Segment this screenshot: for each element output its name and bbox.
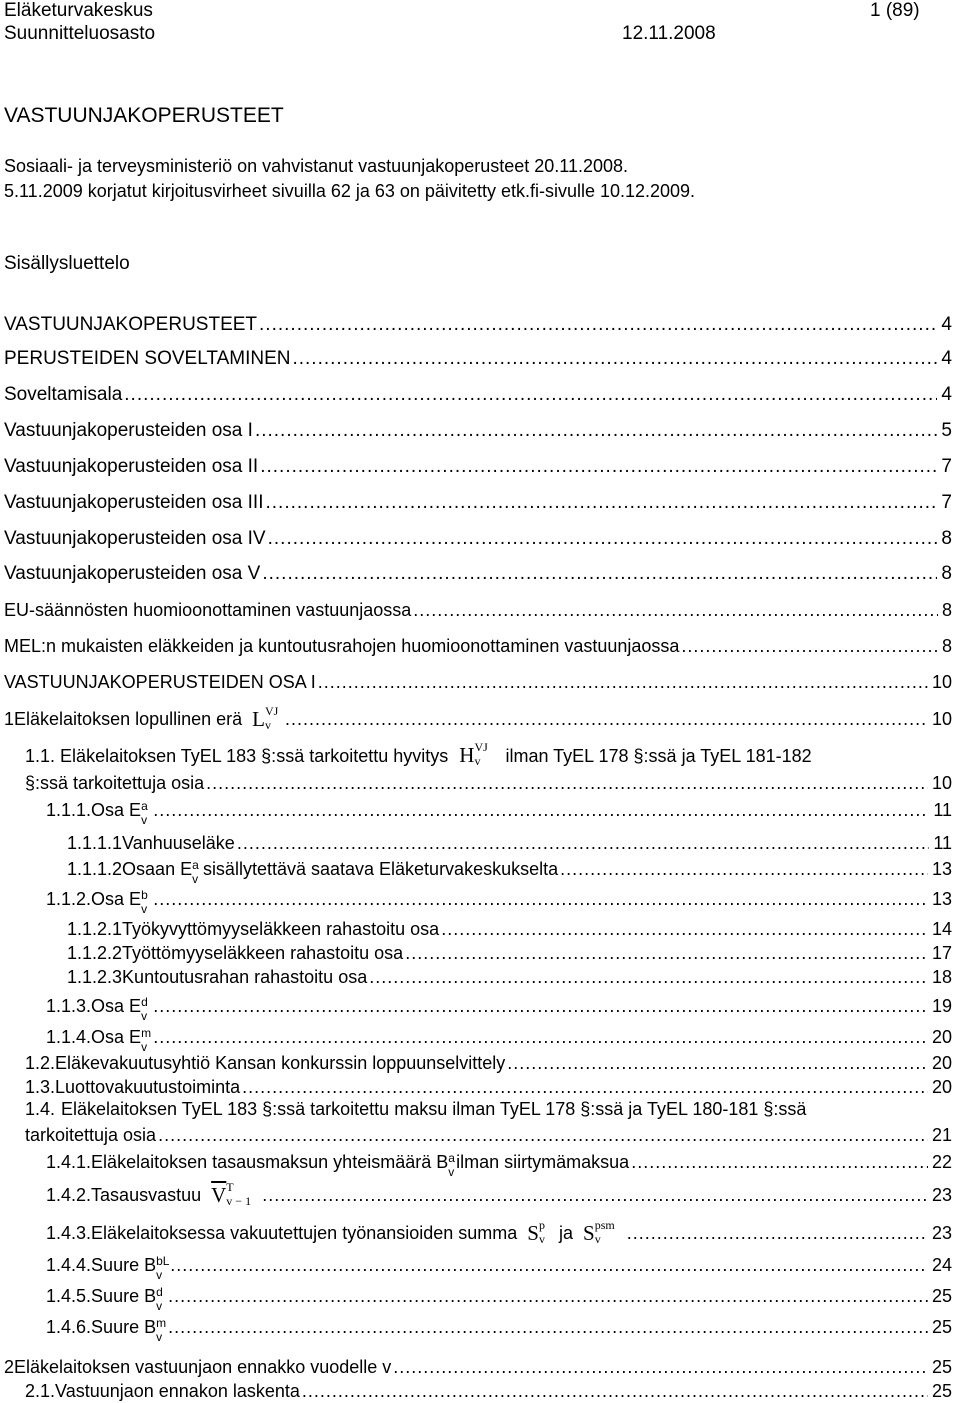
toc-entry[interactable] (46, 1149, 952, 1179)
toc-entry-number: 1.4.6. (46, 1317, 92, 1337)
toc-entry-label: Vastuunjakoperusteiden osa I (4, 420, 253, 441)
toc-entry-label: Eläkelaitoksen lopullinen erä (14, 709, 243, 729)
formula-superscript: a (141, 799, 148, 813)
toc-entry-number: 1.1.2.2 (67, 943, 123, 963)
toc-entry-label: Työkyvyttömyyseläkkeen rahastoitu osa (122, 919, 440, 939)
toc-page-number: 25 (931, 1286, 952, 1306)
toc-entry[interactable] (25, 1122, 952, 1146)
toc-entry-label: Eläkelaitoksen TyEL 183 §:ssä tarkoitettu hyvitys (60, 746, 449, 766)
formula-superscript: m (156, 1316, 167, 1330)
formula-subscript: v (156, 1299, 163, 1313)
toc-page-number: 21 (931, 1125, 952, 1145)
toc-entry[interactable] (25, 1074, 952, 1098)
toc-entry[interactable] (25, 1050, 952, 1074)
toc-entry[interactable] (46, 1314, 952, 1344)
formula-symbol: S (583, 1221, 595, 1245)
formula-subscript: v − 1 (226, 1194, 252, 1208)
toc-page-number: 13 (931, 859, 952, 879)
toc-page-number: 5 (941, 420, 952, 441)
toc-leader-dots (158, 1124, 928, 1146)
toc-entry-label-continued: ilman siirtymämaksua (456, 1152, 630, 1172)
toc-entry[interactable] (4, 346, 952, 370)
toc-entry-number: 1.4.3. (46, 1223, 92, 1243)
toc-entry-number: 1 (4, 709, 15, 729)
formula-subscript: v (265, 718, 271, 732)
toc-entry-label-wrap: tarkoitettuja osia (25, 1125, 157, 1145)
toc-entry[interactable] (46, 993, 952, 1023)
formula-superscript: p (538, 1218, 545, 1232)
toc-entry[interactable] (4, 633, 952, 657)
formula-v-t-v-minus-1 (211, 1180, 260, 1208)
toc-entry-label: VASTUUNJAKOPERUSTEET (4, 314, 258, 335)
toc-entry[interactable] (4, 669, 952, 693)
toc-entry-label: Vastuunjakoperusteiden osa III (4, 492, 264, 513)
toc-entry-number: 1.1.2.1 (67, 919, 123, 939)
formula-superscript: psm (594, 1218, 615, 1232)
toc-entry-label: Eläkelaitoksen TyEL 183 §:ssä tarkoitettu maksu ilman TyEL 178 §:ssä ja TyEL 180-181 §:ssä (61, 1099, 807, 1119)
toc-leader-dots (393, 1356, 928, 1378)
toc-page-number: 4 (941, 348, 952, 369)
formula-subscript: v (594, 1232, 601, 1246)
toc-page-number: 8 (941, 563, 952, 584)
header-page-number: 1 (89) (870, 0, 920, 21)
formula-superscript: VJ (265, 704, 279, 718)
toc-entry-label: Työttömyyseläkkeen rahastoitu osa (122, 943, 404, 963)
toc-entry-label: EU-säännösten huomioonottaminen vastuunjaossa (4, 600, 412, 620)
formula-superscript: a (448, 1151, 455, 1165)
toc-entry-number: 1.1.3. (46, 996, 92, 1016)
formula-symbol: L (252, 707, 265, 731)
toc-leader-dots (153, 995, 928, 1017)
toc-page-number: 19 (931, 996, 952, 1016)
toc-entry-number: 1.1.2.3 (67, 967, 123, 987)
toc-entry[interactable] (4, 454, 952, 478)
formula-subscript: v (141, 902, 148, 916)
toc-entry-label: Eläkelaitoksessa vakuutettujen työnansioiden summa (91, 1223, 518, 1243)
toc-page-number: 20 (931, 1053, 952, 1073)
formula-subscript: v (156, 1268, 163, 1282)
toc-entry-label: Vastuunjaon ennakon laskenta (55, 1381, 300, 1401)
toc-entry-label: Vastuunjakoperusteiden osa II (4, 456, 259, 477)
toc-entry-number: 2.1. (25, 1381, 56, 1401)
formula-subscript: v (474, 754, 481, 768)
toc-entry[interactable] (46, 1182, 952, 1206)
formula-symbol: S (527, 1221, 539, 1245)
toc-entry-label: Osa E (91, 1027, 142, 1047)
toc-page-number: 25 (931, 1381, 952, 1401)
toc-page-number: 11 (933, 833, 952, 853)
formula-s-p-v (527, 1218, 557, 1246)
toc-entry-number: 1.4.5. (46, 1286, 92, 1306)
toc-entry-number: 1.2. (25, 1053, 56, 1073)
intro-paragraph-2: 5.11.2009 korjatut kirjoitusvirheet sivuilla 62 ja 63 on päivitetty etk.fi-sivulle 10.12.2009. (4, 181, 696, 201)
toc-entry-number: 1.4.2. (46, 1185, 92, 1205)
formula-scripts (141, 1026, 152, 1054)
toc-entry-label: Luottovakuutustoiminta (55, 1077, 241, 1097)
formula-superscript: VJ (474, 740, 488, 754)
toc-leader-dots (168, 1285, 928, 1307)
toc-page-number: 17 (931, 943, 952, 963)
toc-entry-number: 1.1.1.1 (67, 833, 123, 853)
toc-leader-dots (627, 1222, 928, 1244)
toc-leader-dots (405, 942, 928, 964)
toc-leader-dots (237, 832, 930, 854)
toc-entry-label: Tasausvastuu (91, 1185, 202, 1205)
formula-scripts (141, 995, 151, 1023)
toc-leader-dots (413, 599, 938, 621)
formula-superscript: d (141, 995, 148, 1009)
toc-leader-dots (170, 1254, 928, 1276)
formula-h-vj-v (459, 740, 492, 768)
formula-symbol: H (459, 743, 475, 767)
toc-page-number: 10 (931, 773, 952, 793)
toc-page-number: 14 (931, 919, 952, 939)
toc-page-number: 24 (931, 1255, 952, 1275)
toc-leader-dots (292, 348, 937, 370)
toc-entry-label: VASTUUNJAKOPERUSTEIDEN OSA I (4, 672, 316, 692)
toc-entry-number: 1.1.4. (46, 1027, 92, 1047)
toc-entry-label: Eläkelaitoksen vastuunjaon ennakko vuodelle v (14, 1357, 392, 1377)
formula-superscript: b (141, 888, 148, 902)
toc-entry[interactable] (4, 706, 952, 730)
toc-leader-dots (268, 528, 938, 550)
toc-entry-label: Osaan E (122, 859, 193, 879)
toc-entry-number: 1.1.1.2 (67, 859, 123, 879)
toc-entry-label: Osa E (91, 889, 142, 909)
toc-leader-dots (507, 1052, 928, 1074)
toc-entry-label: Suure B (91, 1286, 157, 1306)
toc-entry[interactable] (25, 1378, 952, 1402)
toc-entry[interactable] (25, 770, 952, 794)
toc-leader-dots (318, 671, 928, 693)
toc-page-number: 18 (931, 967, 952, 987)
header-org: Eläketurvakeskus (4, 0, 153, 21)
toc-entry[interactable] (4, 597, 952, 621)
toc-page-number: 22 (931, 1152, 952, 1172)
toc-entry-conjunction: ja (558, 1223, 573, 1243)
toc-page-number: 20 (931, 1027, 952, 1047)
toc-leader-dots (242, 1076, 928, 1098)
toc-entry[interactable] (4, 382, 952, 406)
toc-entry[interactable] (67, 964, 952, 988)
formula-subscript: v (156, 1330, 163, 1344)
toc-leader-dots (285, 708, 928, 730)
toc-page-number: 10 (931, 709, 952, 729)
toc-entry-number: 2 (4, 1357, 15, 1377)
toc-leader-dots (168, 1316, 928, 1338)
toc-entry-number: 1.1.1. (46, 800, 92, 820)
toc-leader-dots (262, 1184, 928, 1206)
toc-entry[interactable] (67, 830, 952, 854)
toc-entry-label: Osa E (91, 800, 142, 820)
toc-page-number: 4 (941, 384, 952, 405)
toc-entry-number: 1.4.4. (46, 1255, 92, 1275)
toc-leader-dots (369, 966, 928, 988)
toc-entry[interactable] (46, 1024, 952, 1054)
toc-entry-label: MEL:n mukaisten eläkkeiden ja kuntoutusrahojen huomioonottaminen vastuunjaossa (4, 636, 680, 656)
formula-s-psm-v (583, 1218, 625, 1246)
toc-leader-dots (266, 492, 938, 514)
toc-page-number: 25 (931, 1357, 952, 1377)
toc-page-number: 7 (941, 492, 952, 513)
toc-entry-label: Soveltamisala (4, 384, 123, 405)
toc-entry-label: Vastuunjakoperusteiden osa IV (4, 528, 266, 549)
formula-superscript: T (226, 1180, 234, 1194)
toc-leader-dots (560, 858, 928, 880)
toc-entry-label: Suure B (91, 1317, 157, 1337)
formula-subscript: v (141, 813, 148, 827)
formula-superscript: m (141, 1026, 152, 1040)
toc-entry-number: 1.1.2. (46, 889, 92, 909)
toc-entry-label: Vanhuuseläke (122, 833, 235, 853)
toc-entry[interactable] (46, 1252, 952, 1282)
formula-scripts (141, 799, 151, 827)
toc-leader-dots (631, 1151, 928, 1173)
toc-heading: Sisällysluettelo (4, 253, 130, 274)
toc-leader-dots (124, 384, 937, 406)
formula-superscript: bL (156, 1254, 170, 1268)
intro-paragraph-1: Sosiaali- ja terveysministeriö on vahvistanut vastuunjakoperusteet 20.11.2008. (4, 156, 629, 176)
document-title: VASTUUNJAKOPERUSTEET (4, 104, 284, 127)
formula-subscript: v (192, 872, 199, 886)
toc-entry-label-wrap: §:ssä tarkoitettuja osia (25, 773, 205, 793)
toc-page-number: 7 (941, 456, 952, 477)
toc-entry-number: 1.3. (25, 1077, 56, 1097)
formula-l-vj-v (252, 704, 283, 732)
toc-page-number: 8 (941, 600, 952, 620)
toc-entry[interactable] (46, 797, 952, 827)
toc-entry-label: Suure B (91, 1255, 157, 1275)
toc-leader-dots (153, 799, 929, 821)
toc-entry[interactable] (67, 856, 952, 886)
toc-entry[interactable] (4, 490, 952, 514)
toc-leader-dots (206, 772, 928, 794)
toc-entry-number: 1.1. (25, 746, 56, 766)
formula-subscript: v (141, 1040, 148, 1054)
toc-entry[interactable] (4, 1354, 952, 1378)
toc-leader-dots (260, 456, 937, 478)
formula-superscript: a (192, 858, 199, 872)
toc-entry[interactable] (46, 1220, 952, 1244)
toc-leader-dots (441, 918, 928, 940)
toc-page-number: 8 (941, 636, 952, 656)
formula-scripts (156, 1316, 167, 1344)
toc-leader-dots (255, 420, 937, 442)
toc-entry-label: Eläkevakuutusyhtiö Kansan konkurssin loppuunselvittely (55, 1053, 506, 1073)
formula-scripts (192, 858, 199, 886)
formula-scripts (448, 1151, 455, 1179)
toc-entry-label: Osa E (91, 996, 142, 1016)
formula-subscript: v (448, 1165, 455, 1179)
toc-leader-dots (681, 635, 938, 657)
header-date: 12.11.2008 (622, 23, 716, 44)
toc-page-number: 20 (931, 1077, 952, 1097)
toc-entry-label: Eläkelaitoksen tasausmaksun yhteismäärä B (91, 1152, 449, 1172)
formula-scripts (156, 1285, 166, 1313)
toc-entry-label: PERUSTEIDEN SOVELTAMINEN (4, 348, 291, 369)
toc-leader-dots (153, 1026, 928, 1048)
toc-page-number: 10 (931, 672, 952, 692)
toc-page-number: 23 (931, 1185, 952, 1205)
toc-entry-label-continued: ilman TyEL 178 §:ssä ja TyEL 181-182 (505, 746, 812, 766)
toc-leader-dots (302, 1380, 928, 1402)
formula-symbol: $\overline{V}$ (211, 1183, 227, 1207)
toc-page-number: 11 (933, 800, 952, 820)
toc-entry[interactable] (4, 312, 952, 336)
formula-superscript: d (156, 1285, 163, 1299)
toc-entry[interactable] (46, 886, 952, 916)
formula-subscript: v (538, 1232, 545, 1246)
toc-entry-first-line[interactable] (25, 1098, 806, 1120)
toc-entry[interactable] (67, 916, 952, 940)
formula-scripts (156, 1254, 170, 1282)
formula-subscript: v (141, 1009, 148, 1023)
toc-entry-label: Vastuunjakoperusteiden osa V (4, 563, 261, 584)
toc-leader-dots (259, 314, 937, 336)
toc-page-number: 25 (931, 1317, 952, 1337)
toc-entry-number: 1.4.1. (46, 1152, 92, 1172)
toc-leader-dots (262, 563, 937, 585)
toc-entry[interactable] (4, 561, 952, 585)
toc-entry-label-continued: sisällytettävä saatava Eläketurvakeskukselta (202, 859, 559, 879)
toc-page-number: 23 (931, 1223, 952, 1243)
toc-entry[interactable] (4, 526, 952, 550)
toc-leader-dots (153, 888, 928, 910)
toc-entry-label: Kuntoutusrahan rahastoitu osa (122, 967, 368, 987)
toc-page-number: 4 (941, 314, 952, 335)
toc-entry[interactable] (4, 418, 952, 442)
toc-page-number: 13 (931, 889, 952, 909)
toc-entry[interactable] (46, 1283, 952, 1313)
header-department: Suunnitteluosasto (4, 23, 156, 44)
toc-entry-number: 1.4. (25, 1099, 56, 1119)
formula-scripts (141, 888, 151, 916)
toc-entry-first-line[interactable] (25, 740, 812, 768)
toc-page-number: 8 (941, 528, 952, 549)
toc-entry[interactable] (67, 940, 952, 964)
